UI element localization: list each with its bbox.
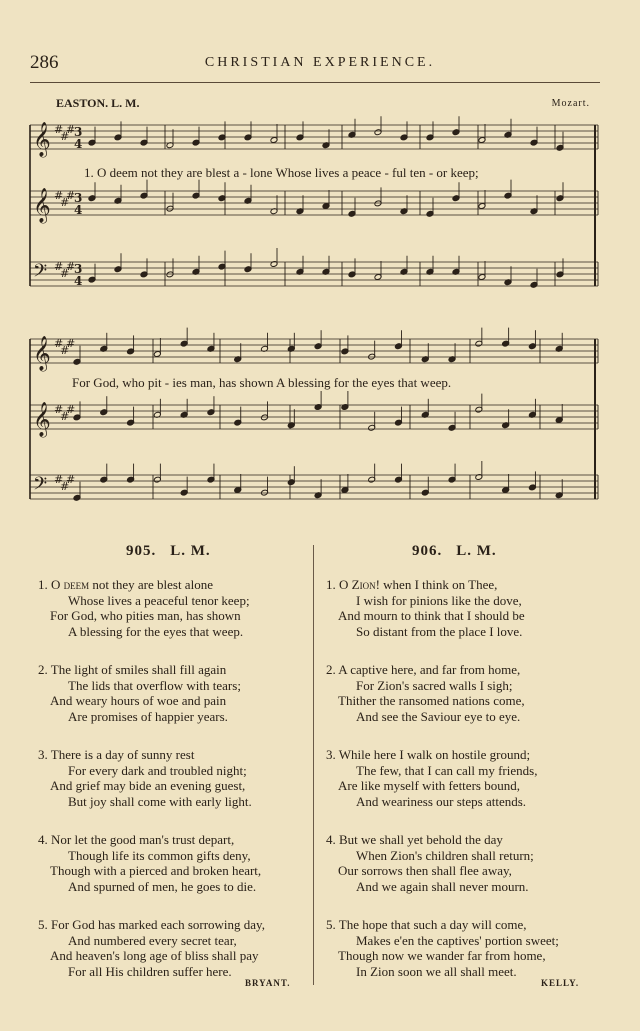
hymn-906-title	[412, 543, 497, 560]
verse-text: So distant from the place I love.	[356, 623, 523, 639]
system-2-staff-3-key-signature: #	[54, 473, 64, 486]
hymn-905-verse-3	[38, 747, 252, 809]
verse-text: And weary hours of woe and pain	[50, 693, 227, 708]
verse-line	[326, 577, 525, 593]
drop-word: O	[339, 577, 349, 592]
verse-text: And heaven's long age of bliss shall pay	[50, 948, 259, 963]
verse-line	[38, 933, 265, 949]
lyric-line-1: 1. O deem not they are blest a - lone Whose lives a peace - ful ten - or keep;	[84, 165, 479, 180]
hymn-906-verse-1	[326, 577, 525, 639]
verse-number: 5.	[326, 917, 339, 932]
system-1-staff-2-time-signature-bottom: 4	[74, 203, 83, 217]
drop-word: O	[51, 577, 61, 592]
verse-line	[326, 593, 525, 609]
verse-line	[326, 879, 534, 895]
hymn-905-author: BRYANT.	[245, 978, 291, 988]
system-2-staff-1-key-signature: #	[66, 337, 76, 350]
hymn-905-verse-1	[38, 577, 250, 639]
verse-text: When Zion's children shall return;	[356, 847, 534, 863]
system-1-staff-3-key-signature: #	[66, 260, 76, 273]
verse-text: not they are blest alone	[89, 577, 213, 592]
verse-text: ! when I think on Thee,	[375, 577, 498, 592]
verse-line	[38, 948, 265, 964]
verse-line	[326, 778, 537, 794]
composer: Mozart.	[551, 98, 590, 109]
system-1-staff-1-key-signature: #	[66, 123, 76, 136]
verse-number: 4.	[326, 832, 339, 847]
verse-text: The hope that such a day will come,	[338, 917, 527, 932]
verse-line	[326, 763, 537, 779]
verse-text: Though with a pierced and broken heart,	[50, 863, 262, 878]
verse-text: And spurned of men, he goes to die.	[68, 878, 257, 894]
system-1-staff-3-time-signature-top: 3	[74, 262, 83, 276]
system-2-staff-2-key-signature: #	[66, 403, 76, 416]
verse-line	[326, 832, 534, 848]
verse-text: And numbered every secret tear,	[68, 932, 237, 948]
verse-text: And grief may bide an evening guest,	[50, 778, 246, 793]
verse-line	[38, 794, 252, 810]
verse-text: And we again shall never mourn.	[356, 878, 529, 894]
system-2-staff-1-key-signature: #	[54, 337, 64, 350]
system-2-staff-3-bass-clef: 𝄢	[33, 474, 48, 499]
page-number: 286	[30, 52, 59, 73]
verse-text: A captive here, and far from home,	[338, 662, 521, 677]
verse-text: But joy shall come with early light.	[68, 793, 252, 809]
verse-text: But we shall yet behold the day	[339, 832, 503, 847]
verse-line	[38, 747, 252, 763]
verse-line	[38, 832, 261, 848]
system-1-staff-1-key-signature: #	[54, 123, 64, 136]
verse-number: 3.	[326, 747, 339, 762]
verse-number: 3.	[38, 747, 51, 762]
verse-line	[326, 933, 559, 949]
running-title: CHRISTIAN EXPERIENCE.	[204, 55, 436, 70]
system-1-staff-2-treble-clef: 𝄞	[33, 188, 51, 223]
verse-text: For every dark and troubled night;	[68, 762, 247, 778]
hymn-905-verse-2	[38, 662, 241, 724]
verse-line	[326, 693, 525, 709]
verse-line	[38, 763, 252, 779]
system-1-staff-2-key-signature: #	[66, 189, 76, 202]
system-1-staff-2-time-signature-top: 3	[74, 191, 83, 205]
verse-text: For God, who pities man, has shown	[50, 608, 241, 623]
verse-text: While here I walk on hostile ground;	[338, 747, 531, 762]
verse-text: Nor let the good man's trust depart,	[51, 832, 235, 847]
hymn-906-verse-4	[326, 832, 534, 894]
verse-line	[326, 964, 559, 980]
system-1-staff-1-time-signature-top: 3	[74, 125, 83, 139]
verse-line	[326, 863, 534, 879]
verse-line	[326, 608, 525, 624]
verse-line	[326, 917, 559, 933]
verse-line	[38, 917, 265, 933]
verse-number: 4.	[38, 832, 51, 847]
verse-line	[326, 794, 537, 810]
verse-number: 1.	[38, 577, 51, 592]
verse-text: Makes e'en the captives' portion sweet;	[356, 932, 559, 948]
column-divider	[313, 545, 314, 985]
verse-text: Though life its common gifts deny,	[68, 847, 251, 863]
verse-text: For Zion's sacred walls I sigh;	[356, 677, 513, 693]
verse-line	[38, 848, 261, 864]
hymn-905-meter: L. M.	[170, 543, 211, 559]
hymn-905-verse-4	[38, 832, 261, 894]
system-1-staff-3-key-signature: #	[54, 260, 64, 273]
hymn-906-number: 906.	[412, 543, 443, 559]
system-1-staff-1-treble-clef: 𝄞	[33, 122, 51, 157]
small-caps-word: deem	[60, 577, 90, 592]
verse-text: Are like myself with fetters bound,	[338, 778, 520, 793]
verse-text: And see the Saviour eye to eye.	[356, 708, 521, 724]
system-2-staff-1-key-signature: #	[60, 344, 70, 357]
verse-text: In Zion soon we all shall meet.	[356, 963, 517, 979]
verse-text: Whose lives a peaceful tenor keep;	[68, 592, 250, 608]
verse-text: Thither the ransomed nations come,	[338, 693, 525, 708]
verse-line	[326, 747, 537, 763]
tune-name: EASTON. L. M.	[56, 96, 140, 110]
verse-line	[326, 624, 525, 640]
verse-number: 2.	[326, 662, 339, 677]
verse-line	[326, 678, 525, 694]
system-2-staff-3-key-signature: #	[66, 473, 76, 486]
verse-line	[38, 863, 261, 879]
verse-text: And mourn to think that I should be	[338, 608, 525, 623]
system-1-staff-3-time-signature-bottom: 4	[74, 274, 83, 288]
system-2-staff-1-treble-clef: 𝄞	[33, 336, 51, 371]
hymn-906-verse-2	[326, 662, 525, 724]
verse-text: Though now we wander far from home,	[338, 948, 546, 963]
verse-text: For all His children suffer here.	[68, 963, 232, 979]
verse-line	[38, 709, 241, 725]
system-2-staff-3-key-signature: #	[60, 480, 70, 493]
verse-line	[38, 608, 250, 624]
hymn-905-title	[126, 543, 211, 560]
hymn-905-number: 905.	[126, 543, 157, 559]
system-2-staff-2-key-signature: #	[54, 403, 64, 416]
verse-line	[326, 948, 559, 964]
verse-line	[38, 624, 250, 640]
verse-text: Are promises of happier years.	[68, 708, 228, 724]
hymn-906-meter: L. M.	[456, 543, 497, 559]
lyric-line-2: For God, who pit - ies man, has shown A blessing for the eyes that weep.	[72, 375, 452, 390]
verse-text: And weariness our steps attends.	[356, 793, 527, 809]
verse-number: 2.	[38, 662, 51, 677]
verse-line	[38, 593, 250, 609]
verse-line	[38, 964, 265, 980]
verse-text: A blessing for the eyes that weep.	[68, 623, 244, 639]
hymn-905-verse-5	[38, 917, 265, 979]
system-1-staff-1-time-signature-bottom: 4	[74, 137, 83, 151]
verse-text: The few, that I can call my friends,	[356, 762, 538, 778]
verse-line	[326, 709, 525, 725]
system-1-staff-3-bass-clef: 𝄢	[33, 261, 48, 286]
verse-text: Our sorrows then shall flee away,	[338, 863, 512, 878]
verse-line	[38, 778, 252, 794]
verse-text: I wish for pinions like the dove,	[356, 592, 522, 608]
hymn-906-verse-3	[326, 747, 537, 809]
verse-line	[38, 678, 241, 694]
system-1-staff-1-key-signature: #	[60, 130, 70, 143]
verse-number: 5.	[38, 917, 51, 932]
small-caps-word: Zion	[348, 577, 376, 592]
verse-text: There is a day of sunny rest	[50, 747, 195, 762]
verse-text: The lids that overflow with tears;	[68, 677, 241, 693]
verse-text: For God has marked each sorrowing day,	[51, 917, 265, 932]
system-1-staff-3-key-signature: #	[60, 267, 70, 280]
verse-line	[326, 848, 534, 864]
system-1-staff-2-key-signature: #	[60, 196, 70, 209]
verse-text: The light of smiles shall fill again	[50, 662, 227, 677]
system-2-staff-2-treble-clef: 𝄞	[33, 402, 51, 437]
verse-line	[38, 662, 241, 678]
verse-line	[38, 879, 261, 895]
hymn-906-verse-5	[326, 917, 559, 979]
system-1-staff-2-key-signature: #	[54, 189, 64, 202]
verse-line	[38, 577, 250, 593]
verse-line	[38, 693, 241, 709]
verse-line	[326, 662, 525, 678]
verse-number: 1.	[326, 577, 339, 592]
hymn-906-author: KELLY.	[541, 978, 580, 988]
system-2-staff-2-key-signature: #	[60, 410, 70, 423]
